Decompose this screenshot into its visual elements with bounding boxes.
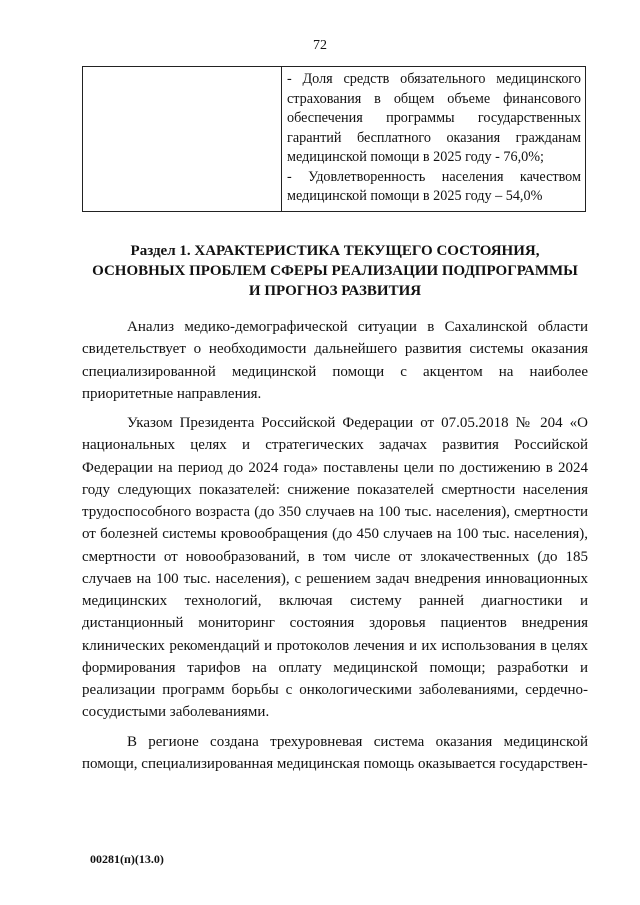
section-heading: [82, 241, 588, 301]
page-number: 72: [313, 38, 327, 53]
paragraph: Указом Президента Российской Федерации от 07.05.2018 № 204 «О национальных целях и стратегических задачах развития Российской Федерации на период до 2024 года» поставлены цели по достижению в 2024 году следующих показателей: снижение показателей смертности населения трудоспособного возраста (до 350 случаев на 100 тыс. населения), смертности от болезней системы кровообращения (до 450 случаев на 100 тыс. населения), смертности от новообразований, в том числе от злокачественных (до 185 случаев на 100 тыс. населения), с решением задач внедрения инновационных медицинских технологий, включая систему ранней диагностики и дистанционный мониторинг состояния здоровья пациентов внедрения клинических рекомендаций и протоколов лечения и их использования в целях формирования тарифов на оплату медицинской помощи; разработки и реализации программ борьбы с онкологическими заболеваниями, сердечно-сосудистыми заболеваниями.: [82, 415, 588, 721]
section-heading-line: И ПРОГНОЗ РАЗВИТИЯ: [248, 283, 422, 299]
section-heading-line: ОСНОВНЫХ ПРОБЛЕМ СФЕРЫ РЕАЛИЗАЦИИ ПОДПРОГРАММЫ: [92, 263, 578, 279]
paragraph: В регионе создана трехуровневая система оказания медицинской помощи, специализированная медицинская помощь оказывается государствен-: [82, 733, 588, 772]
paragraph: Анализ медико-демографической ситуации в Сахалинской области свидетельствует о необходимости дальнейшего развития системы оказания специализированной медицинской помощи с акцентом на наиболее приоритетные направления.: [82, 319, 588, 402]
body-text: [82, 316, 588, 782]
indicators-table: [82, 66, 586, 212]
table-row: [83, 67, 586, 212]
footer-doc-code: 00281(п)(13.0): [90, 852, 164, 866]
table-cell-line: - Доля средств обязательного медицинского страхования в общем объеме финансового обеспечения программы государственных гарантий бесплатного оказания гражданам медицинской помощи в 2025 году - 76,0%;: [287, 71, 581, 165]
table-empty-cell: [83, 67, 282, 212]
table-content-cell: [282, 67, 586, 212]
section-heading-line: Раздел 1. ХАРАКТЕРИСТИКА ТЕКУЩЕГО СОСТОЯНИЯ,: [130, 243, 540, 259]
table-cell-line: - Удовлетворенность населения качеством медицинской помощи в 2025 году – 54,0%: [287, 168, 581, 204]
